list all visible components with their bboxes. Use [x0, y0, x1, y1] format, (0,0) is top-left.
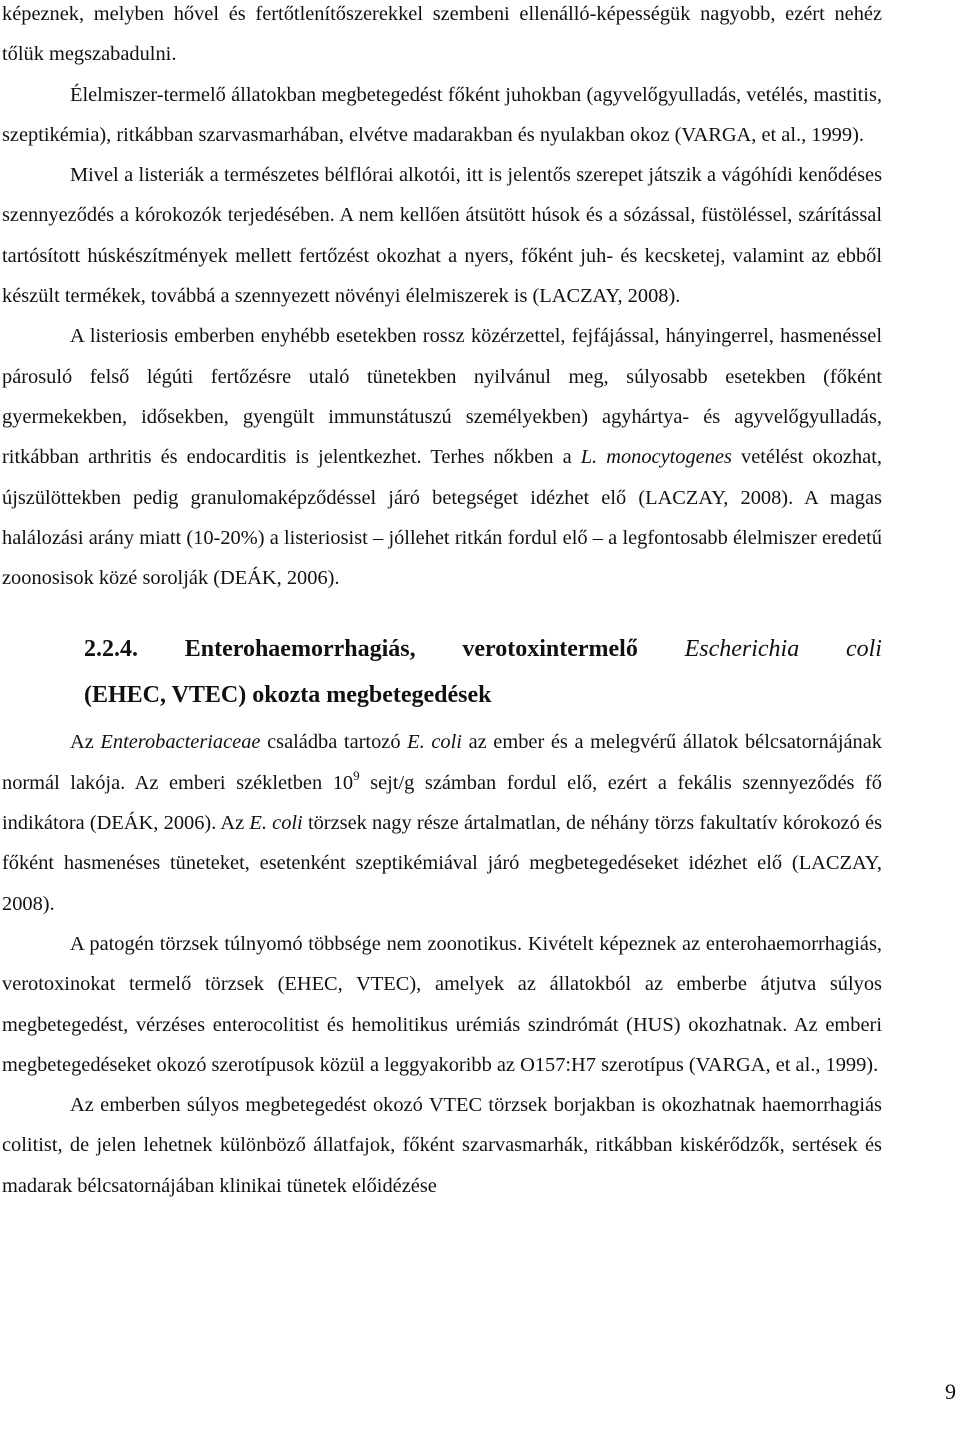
heading-number: 2.2.4. — [84, 636, 138, 663]
text-segment: sejt/g számban fordul elő, ezért a fekális szennyeződés fő indikátora (DEÁK, 2006). Az — [2, 771, 882, 835]
heading-word: verotoxintermelő — [462, 636, 638, 663]
paragraph-listeriosis-symptoms — [2, 316, 882, 598]
text-segment: A listeriosis emberben enyhébb esetekben rossz közérzettel, fejfájással, hányingerrel, hasmenéssel párosuló felső légúti fertőzésre utaló tünetekben nyilvánul meg, súlyosabb esetekben (főként gyermekekben, idősekben, gyengült immunstátuszú személyekben) agyhártya- és agyvelőgyulladás, ritkábban arthritis és endocarditis is jelentkezhet. Terhes nőkben a — [2, 325, 882, 469]
paragraph-ecoli-intro — [2, 722, 882, 923]
heading-genus: Escherichia — [684, 636, 800, 663]
heading-line-1 — [84, 626, 882, 672]
document-body — [2, 0, 882, 1206]
text-segment: családba tartozó — [260, 731, 408, 754]
paragraph-vtec-animals: Az emberben súlyos megbetegedést okozó VTEC törzsek borjakban is okozhatnak haemorrhagiás colitist, de jelen lehetnek különböző állatfajok, főként szarvasmarhák, ritkábban kiskérődzők, sertések és madarak bélcsatornájában klinikai tünetek előidézése — [2, 1094, 882, 1197]
paragraph-pathogenic-strains: A patogén törzsek túlnyomó többsége nem zoonotikus. Kivételt képeznek az enterohaemorrhagiás, verotoxinokat termelő törzsek (EHEC, VTEC), amelyek az állatokból az emberbe átjutva súlyos megbetegedést, vérzéses enterocolitist és hemolitikus urémiás szindrómát (HUS) okozhatnak. Az emberi megbetegedéseket okozó szerotípusok közül a leggyakoribb az O157:H7 szerotípus (VARGA, et al., 1999). — [2, 932, 882, 1076]
paragraph-continuation: képeznek, melyben hővel és fertőtlenítőszerekkel szembeni ellenálló-képességük nagyobb, ezért nehéz tőlük megszabadulni. — [2, 3, 882, 66]
heading-species: coli — [845, 636, 882, 663]
species-name: E. coli — [249, 812, 303, 835]
text-segment: törzsek nagy része ártalmatlan, de néhány törzs fakultatív kórokozó és főként hasmenéses tüneteket, esetenként szeptikémiával járó megbetegedéseket idézhet elő (LACZAY, 2008). — [2, 812, 882, 915]
family-name: Enterobacteriaceae — [100, 731, 261, 754]
species-name: E. coli — [407, 731, 462, 754]
species-name: L. monocytogenes — [580, 446, 732, 469]
text-segment: az ember és a melegvérű állatok bélcsatornájának normál lakója. Az emberi székletben 10 — [2, 731, 882, 794]
heading-line-2: (EHEC, VTEC) okozta megbetegedések — [84, 682, 492, 709]
paragraph-listeria-spread: Mivel a listeriák a természetes bélflórai alkotói, itt is jelentős szerepet játszik a vágóhídi kenődéses szennyeződés a kórokozók terjedésében. A nem kellően átsütött húsok és a sózással, füstöléssel, szárítással tartósított húskészítmények mellett fertőzést okozhat a nyers, főként juh- és kecsketej, valamint az ebből készült termékek, továbbá a szennyezett növényi élelmiszerek is (LACZAY, 2008). — [2, 164, 882, 308]
section-heading — [2, 626, 882, 718]
text-segment: Az — [70, 731, 101, 754]
heading-word: Enterohaemorrhagiás, — [184, 636, 416, 663]
text-segment: vetélést okozhat, újszülöttekben pedig granulomaképződéssel járó betegséget idézhet elő (LACZAY, 2008). A magas halálozási arány miatt (10-20%) a listeriosist – jóllehet ritkán fordul elő – a legfontosabb élelmiszer eredetű zoonosisok közé sorolják (DEÁK, 2006). — [2, 446, 882, 590]
paragraph-animal-infection: Élelmiszer-termelő állatokban megbetegedést főként juhokban (agyvelőgyulladás, vetélés, mastitis, szeptikémia), ritkábban szarvasmarhában, elvétve madarakban és nyulakban okoz (VARGA, et al., 1999). — [2, 83, 882, 146]
exponent: 9 — [353, 767, 360, 783]
page-number: 9 — [945, 1379, 956, 1404]
